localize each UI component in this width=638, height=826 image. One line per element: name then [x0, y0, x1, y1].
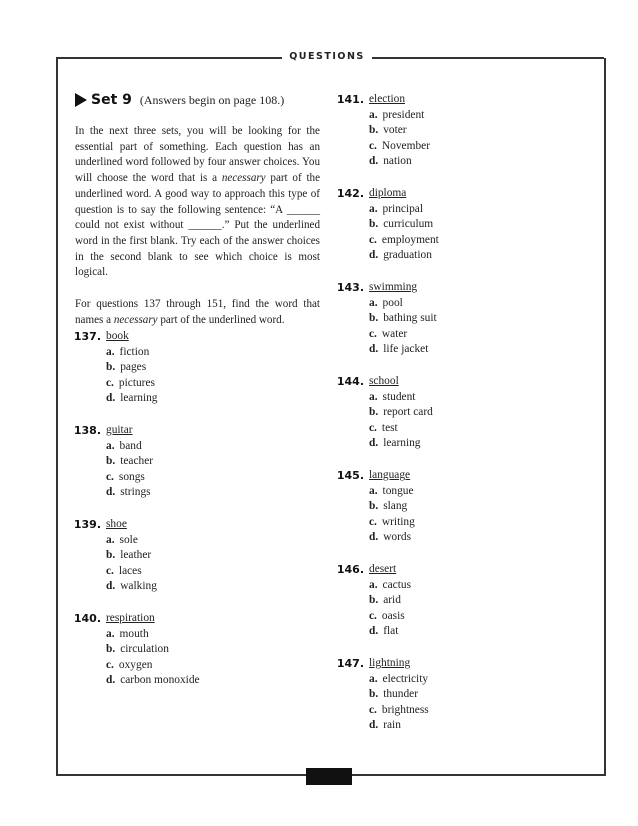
question-header: [333, 92, 430, 108]
option-text: graduation: [383, 249, 432, 262]
answer-option: [369, 609, 411, 625]
option-text: curriculum: [383, 218, 434, 231]
answer-option: [369, 217, 439, 233]
option-text: principal: [382, 202, 424, 215]
option-letter: d.: [369, 155, 379, 168]
option-text: band: [119, 439, 142, 452]
option-letter: a.: [369, 296, 378, 309]
option-text: songs: [118, 470, 145, 483]
question-number: 146.: [336, 563, 364, 576]
option-letter: a.: [369, 672, 378, 685]
set-heading: [75, 92, 284, 108]
answer-option: [369, 484, 415, 500]
option-letter: c.: [369, 421, 377, 434]
option-letter: d.: [369, 437, 379, 450]
option-letter: d.: [106, 580, 116, 593]
option-text: writing: [381, 515, 415, 528]
option-letter: d.: [106, 486, 116, 499]
answer-option: [369, 108, 430, 124]
option-text: November: [381, 139, 430, 152]
option-letter: a.: [106, 533, 115, 546]
answer-option: [106, 345, 158, 361]
answer-option: [369, 202, 439, 218]
question-item: [70, 517, 157, 595]
question-word: swimming: [369, 281, 418, 293]
answer-option: [106, 564, 157, 580]
option-text: oasis: [381, 609, 405, 622]
answer-option: [369, 436, 433, 452]
option-letter: d.: [369, 249, 379, 262]
option-letter: a.: [369, 108, 378, 121]
option-letter: c.: [369, 703, 377, 716]
question-word: election: [369, 93, 406, 105]
answer-option: [369, 578, 411, 594]
option-text: president: [382, 108, 425, 121]
question-number: 137.: [73, 330, 101, 343]
option-text: carbon monoxide: [120, 674, 200, 687]
answer-option: [369, 672, 429, 688]
answer-option: [369, 405, 433, 421]
answer-option: [369, 718, 429, 734]
answer-option: [369, 248, 439, 264]
option-letter: c.: [106, 470, 114, 483]
option-text: pool: [382, 296, 403, 309]
question-word: book: [106, 330, 129, 342]
question-header: [333, 562, 411, 578]
option-letter: a.: [369, 484, 378, 497]
answer-option: [369, 311, 437, 327]
question-item: [333, 468, 415, 546]
question-item: [333, 374, 433, 452]
option-text: electricity: [382, 672, 429, 685]
header-rule-left: [56, 57, 282, 59]
set-title: Set 9: [91, 92, 132, 108]
option-text: report card: [383, 406, 433, 419]
question-header: [70, 329, 158, 345]
option-letter: c.: [369, 233, 377, 246]
question-word: respiration: [106, 612, 155, 624]
option-text: pictures: [118, 376, 155, 389]
question-word: shoe: [106, 518, 127, 530]
option-text: employment: [381, 233, 439, 246]
instructions: [75, 124, 320, 328]
option-text: sole: [119, 533, 138, 546]
answer-option: [369, 530, 415, 546]
answer-option: [369, 154, 430, 170]
question-number: 139.: [73, 518, 101, 531]
option-text: laces: [118, 564, 142, 577]
answer-option: [369, 421, 433, 437]
question-header: [70, 517, 157, 533]
answer-option: [106, 470, 153, 486]
option-letter: a.: [106, 627, 115, 640]
answer-option: [106, 673, 200, 689]
option-text: rain: [383, 719, 401, 732]
question-item: [333, 562, 411, 640]
option-text: teacher: [120, 455, 154, 468]
answer-option: [106, 533, 157, 549]
answer-option: [106, 642, 200, 658]
option-text: student: [382, 390, 416, 403]
answer-option: [106, 658, 200, 674]
answer-option: [369, 123, 430, 139]
option-text: arid: [383, 594, 401, 607]
option-letter: a.: [369, 578, 378, 591]
option-text: fiction: [119, 345, 150, 358]
question-item: [70, 611, 200, 689]
answer-option: [369, 342, 437, 358]
option-letter: b.: [369, 500, 379, 513]
question-item: [333, 280, 437, 358]
header-rule-right: [372, 57, 604, 59]
option-text: circulation: [120, 643, 169, 656]
option-letter: a.: [369, 390, 378, 403]
option-text: cactus: [382, 578, 412, 591]
option-letter: b.: [106, 455, 116, 468]
answer-option: [369, 327, 437, 343]
question-number: 145.: [336, 469, 364, 482]
option-text: brightness: [381, 703, 429, 716]
question-number: 143.: [336, 281, 364, 294]
question-item: [333, 186, 439, 264]
answer-option: [369, 296, 437, 312]
option-text: tongue: [382, 484, 414, 497]
option-text: learning: [120, 392, 158, 405]
question-word: school: [369, 375, 399, 387]
question-header: [333, 468, 415, 484]
option-letter: d.: [369, 719, 379, 732]
option-letter: a.: [106, 345, 115, 358]
option-text: slang: [383, 500, 408, 513]
option-letter: d.: [106, 674, 116, 687]
question-number: 144.: [336, 375, 364, 388]
option-text: test: [381, 421, 398, 434]
question-number: 140.: [73, 612, 101, 625]
question-word: lightning: [369, 657, 411, 669]
answer-option: [106, 579, 157, 595]
option-letter: b.: [369, 688, 379, 701]
option-letter: b.: [106, 361, 116, 374]
option-text: walking: [120, 580, 157, 593]
answer-option: [369, 703, 429, 719]
option-text: oxygen: [118, 658, 153, 671]
option-letter: c.: [106, 658, 114, 671]
answer-option: [369, 233, 439, 249]
option-letter: b.: [369, 124, 379, 137]
answer-option: [369, 624, 411, 640]
option-text: strings: [120, 486, 151, 499]
question-header: [70, 423, 153, 439]
option-letter: c.: [369, 139, 377, 152]
answer-option: [106, 376, 158, 392]
answer-option: [369, 390, 433, 406]
option-letter: c.: [106, 564, 114, 577]
option-text: voter: [383, 124, 407, 137]
option-letter: b.: [106, 643, 116, 656]
instructions-paragraph-1: In the next three sets, you will be looking for the essential part of something. Each question has an underlined word followed by four answer choices. You will choose the word that is a necessary part of the underlined word. A good way to approach this type of question is to say the following sentence: “A ______ could not exist without ______.” Put the underlined word in the first blank. Try each of the answer choices in the second blank to see which choice is most logical.: [75, 125, 320, 279]
option-letter: b.: [369, 312, 379, 325]
instructions-paragraph-2: For questions 137 through 151, find the word that names a necessary part of the underlined word.: [75, 298, 320, 326]
option-text: mouth: [119, 627, 149, 640]
option-letter: b.: [369, 218, 379, 231]
option-text: flat: [383, 625, 399, 638]
question-word: desert: [369, 563, 397, 575]
answer-option: [369, 139, 430, 155]
option-letter: a.: [106, 439, 115, 452]
question-header: [333, 280, 437, 296]
option-letter: c.: [369, 327, 377, 340]
question-header: [70, 611, 200, 627]
option-letter: d.: [369, 343, 379, 356]
option-letter: a.: [369, 202, 378, 215]
option-text: life jacket: [383, 343, 429, 356]
option-letter: b.: [106, 549, 116, 562]
answer-option: [106, 485, 153, 501]
option-text: pages: [120, 361, 147, 374]
option-text: nation: [383, 155, 412, 168]
option-letter: b.: [369, 406, 379, 419]
question-header: [333, 374, 433, 390]
question-item: [70, 329, 158, 407]
answer-option: [369, 499, 415, 515]
question-word: language: [369, 469, 411, 481]
option-text: thunder: [383, 688, 418, 701]
answer-option: [369, 593, 411, 609]
arrow-right-icon: [75, 93, 87, 107]
option-letter: d.: [106, 392, 116, 405]
answer-option: [106, 360, 158, 376]
option-letter: c.: [106, 376, 114, 389]
option-text: bathing suit: [383, 312, 437, 325]
question-number: 141.: [336, 93, 364, 106]
question-header: [333, 186, 439, 202]
answer-option: [369, 515, 415, 531]
question-item: [70, 423, 153, 501]
answer-note: (Answers begin on page 108.): [139, 92, 285, 107]
answer-option: [106, 391, 158, 407]
option-letter: c.: [369, 609, 377, 622]
question-number: 147.: [336, 657, 364, 670]
option-text: leather: [120, 549, 152, 562]
question-item: [333, 656, 429, 734]
page-number: [306, 768, 352, 785]
answer-option: [106, 454, 153, 470]
option-text: words: [383, 531, 412, 544]
answer-option: [369, 687, 429, 703]
question-number: 138.: [73, 424, 101, 437]
question-word: guitar: [106, 424, 133, 436]
answer-option: [106, 627, 200, 643]
answer-option: [106, 548, 157, 564]
option-text: learning: [383, 437, 421, 450]
question-number: 142.: [336, 187, 364, 200]
question-item: [333, 92, 430, 170]
option-letter: b.: [369, 594, 379, 607]
answer-option: [106, 439, 153, 455]
option-letter: c.: [369, 515, 377, 528]
option-letter: d.: [369, 625, 379, 638]
question-header: [333, 656, 429, 672]
section-label: QUESTIONS: [289, 51, 365, 62]
option-letter: d.: [369, 531, 379, 544]
option-text: water: [381, 327, 408, 340]
question-word: diploma: [369, 187, 407, 199]
